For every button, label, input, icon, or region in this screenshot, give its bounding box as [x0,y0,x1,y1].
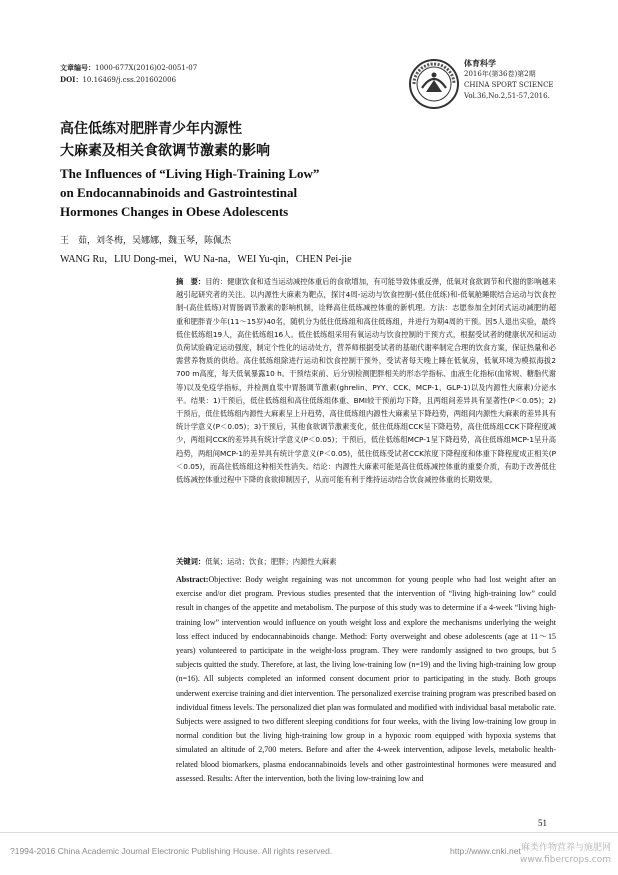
title-chinese-line2: 大麻素及相关食欲调节激素的影响 [60,143,270,159]
footer-copyright: ?1994-2016 China Academic Journal Electronic Publishing House. All rights reserved. [10,846,333,856]
footer-divider [0,832,618,833]
title-english-line3: Hormones Changes in Obese Adolescents [60,204,289,219]
title-chinese-line1: 高住低练对肥胖青少年内源性 [60,121,242,137]
doi-line [60,74,197,86]
article-metadata [60,62,197,86]
title-english [60,164,540,221]
authors-english: WANG Ru，LIU Dong-mei，WU Na-na，WEI Yu-qin，CHEN Pei-jie [60,254,352,265]
watermark-line1: 麻类作物营养与施肥网 [520,843,611,853]
abstract-english-text: Objective: Body weight regaining was not uncommon for young people who had lost weight after an exercise and/or diet program. Previous studies presented that the intervention of “living high-training low” could result in changes of the appetite and metabolism. The purpose of this study was to determine if a 4-week “living high-training low” intervention would influence on youth weight loss and explore the mechanisms underlying the weight loss effect induced by endocannabinoids change. Method: Forty overweight and obese adolescents (age at 11～15 years) volunteered to participate in the weight-loss program. They were randomly assigned to two groups, but 5 subjects quitted the study. Therefore, at last, the living low-training low (n=19) and the living high-training low group (n=16). All subjects completed an informed consent document prior to participating in the study. Both groups underwent exercise training and diet intervention. The personalized exercise training program was prescribed based on individual fitness levels. The personalized diet plan was formulated and modified with individual basal metabolic rate. Subjects were assigned to two different sleeping conditions for four weeks, with the living low-training low group in normal condition but the living high-training low group in a hypoxic room equipped with hypoxia systems that simulated an altitude of 2,700 meters. Before and after the 4-week intervention, adipose levels, metabolic health-related blood biomarkers, plasma endocannabinoids levels and other gastrointestinal hormones were measured and assessed. Results: After the intervention, both the living low-training low and [176,575,556,783]
keywords-chinese-label: 关键词： [176,557,206,566]
title-english-line1: The Influences of “Living High-Training Low” [60,166,320,181]
abstract-english [176,573,556,786]
journal-emblem-icon [408,58,460,110]
footer-url[interactable]: http://www.cnki.net [450,846,521,856]
abstract-chinese-text: 目的：健康饮食和适当运动减控体重后的食欲增加，有可能导致体重反弹，低氧对食欲调节和代谢的影响越来越引起研究者的关注。以内源性大麻素为靶点，探讨4周-运动与饮食控制-(低住低练)和-低氧舱睡眠结合运动与饮食控制-(高住低练)对胃肠调节激素的影响机制，诠释高住低练减控体重的新机理。方法：志愿参加全封闭式运动减肥的超重和肥胖青少年(11～15岁)40名，随机分为低住低练组和高住低练组，并进行为期4周的干预。因5人退出实验，最终低住低练组19人，高住低练组16人。低住低练组采用有氧运动与饮食控制的干预方式，根据受试者的健康状况和运动负荷试验确定运动强度，制定个性化的运动处方，营养师根据受试者的基础代谢率制定合理的饮食方案，保证热量和必需营养物质的供给。高住低练组除进行运动和饮食控制干预外，受试者每天晚上睡在低氧房，低氧环境为模拟海拔2 700 m高度，每天低氧暴露10 h。干预结束前、后分别检测肥胖相关的形态学指标、血液生化指标(血常规、糖脂代谢等)以及免疫学指标，并检测血浆中胃肠调节激素(ghrelin、PYY、CCK、MCP-1、GLP-1)以及内源性大麻素)分泌水平。结果：1)干预后，低住低练组和高住低练组体重、BMI较干预前均下降，且两组间差异具有显著性(P＜0.05)；2)干预后，低住低练组内源性大麻素呈上升趋势，高住低练组内源性大麻素呈下降趋势，两组间内源性大麻素的差异具有统计学意义(P＜0.05)；3)干预后，其他食欲调节激素变化，低住低练组CCK呈下降趋势，高住低练组CCK下降程度减少，两组间CCK的差异具有统计学意义(P＜0.05)；干预后，低住低练组MCP-1呈下降趋势，高住低练组MCP-1呈升高趋势，两组间MCP-1的差异具有统计学意义(P＜0.05)，低住低练受试者CCK浓度下降程度和体重下降程度成正相关(P＜0.05)，而高住低练组这种相关性消失。结论：内源性大麻素可能是高住低练减控体重的重要介质，有助于改善低住低练减控体重过程中下降的食欲抑制因子，从而可能有利于维持运动结合饮食减控体重的长期效果。 [176,277,556,485]
article-number: 1000-677X(2016)02-0051-07 [95,64,198,72]
authors-chinese: 王 茹，刘冬梅，吴娜娜，魏玉琴，陈佩杰 [60,236,232,246]
journal-issue: 2016年(第36卷)第2期 [464,70,536,78]
keywords-chinese [176,556,556,568]
watermark [520,842,611,866]
abstract-english-label: Abstract: [176,575,209,584]
abstract-chinese [176,275,556,486]
title-english-line2: on Endocannabinoids and Gastrointestinal [60,185,298,200]
page-number: 51 [538,818,547,828]
journal-name-en: CHINA SPORT SCIENCE [464,81,554,89]
doi-value: 10.16469/j.css.201602006 [82,76,177,84]
article-number-line [60,62,197,74]
doi-label: DOI： [60,75,83,84]
title-chinese [60,118,270,162]
watermark-line2: www.fibercrops.com [520,855,611,865]
article-number-label: 文章编号： [60,63,95,72]
journal-volume: Vol.36,No.2,51-57,2016. [464,92,550,100]
journal-info [464,58,554,102]
journal-name: 体育科学 [464,58,496,68]
keywords-chinese-text: 低氧；运动；饮食；肥胖；内源性大麻素 [205,557,337,566]
abstract-chinese-label: 摘 要： [176,277,206,286]
